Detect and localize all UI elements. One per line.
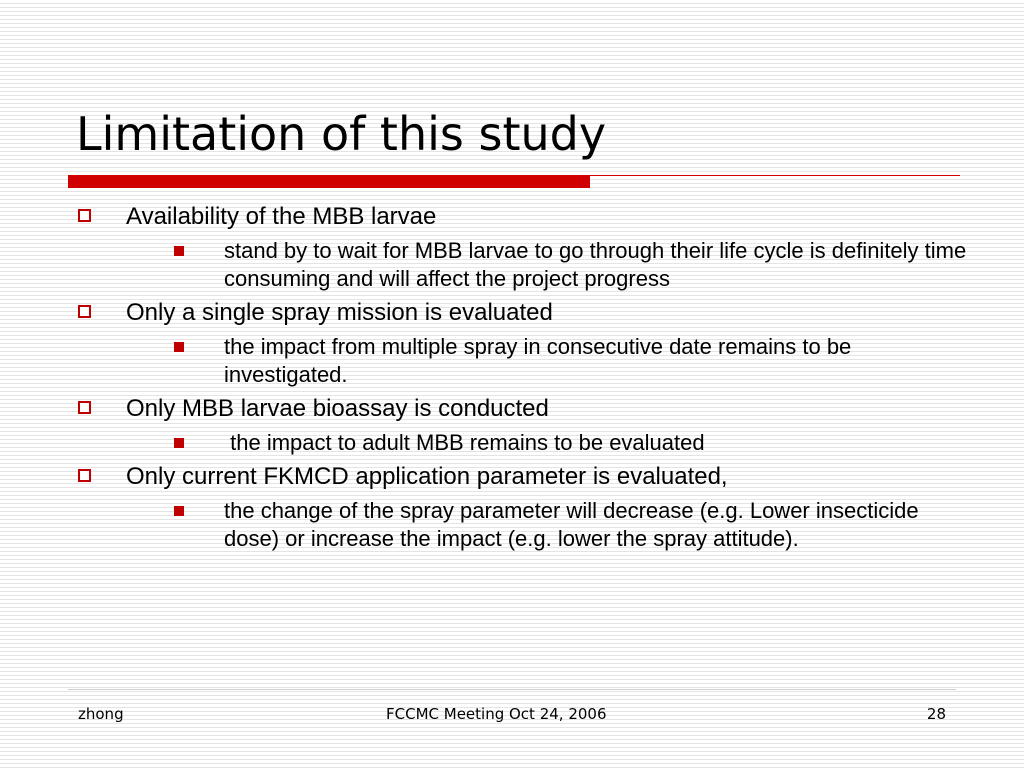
sub-bullet-text: the impact from multiple spray in consecutive date remains to be investigated. [224,334,858,387]
sub-bullet-item [174,237,973,293]
sub-bullet-item [174,429,968,457]
title-underline-accent [68,175,590,188]
sub-bullet-text: the impact to adult MBB remains to be evaluated [224,430,705,455]
bullet-item [78,297,968,389]
sub-bullet-list [126,497,968,553]
slide-number: 28 [926,705,946,723]
filled-square-bullet-icon [174,506,184,516]
bullet-item [78,201,973,293]
hollow-square-bullet-icon [78,401,91,414]
title-underline-thin [590,175,960,176]
filled-square-bullet-icon [174,438,184,448]
sub-bullet-list [126,333,968,389]
bullet-item [78,461,968,553]
hollow-square-bullet-icon [78,469,91,482]
bullet-item [78,393,968,457]
hollow-square-bullet-icon [78,209,91,222]
sub-bullet-item [174,333,968,389]
bullet-text: Only a single spray mission is evaluated [126,299,553,326]
footer-divider [68,689,956,690]
filled-square-bullet-icon [174,342,184,352]
footer-event: FCCMC Meeting Oct 24, 2006 [386,705,607,723]
sub-bullet-item [174,497,968,553]
bullet-list [78,201,973,553]
slide-title: Limitation of this study [76,107,607,161]
sub-bullet-text: the change of the spray parameter will decrease (e.g. Lower insecticide dose) or increase the impact (e.g. lower the spray attitude). [224,498,925,551]
bullet-text: Only current FKMCD application parameter is evaluated, [126,463,728,490]
sub-bullet-text: stand by to wait for MBB larvae to go through their life cycle is definitely time consuming and will affect the project progress [224,238,973,291]
sub-bullet-list [126,429,968,457]
footer-author: zhong [78,705,124,723]
bullet-text: Availability of the MBB larvae [126,203,437,230]
hollow-square-bullet-icon [78,305,91,318]
bullet-text: Only MBB larvae bioassay is conducted [126,395,549,422]
sub-bullet-list [126,237,973,293]
filled-square-bullet-icon [174,246,184,256]
